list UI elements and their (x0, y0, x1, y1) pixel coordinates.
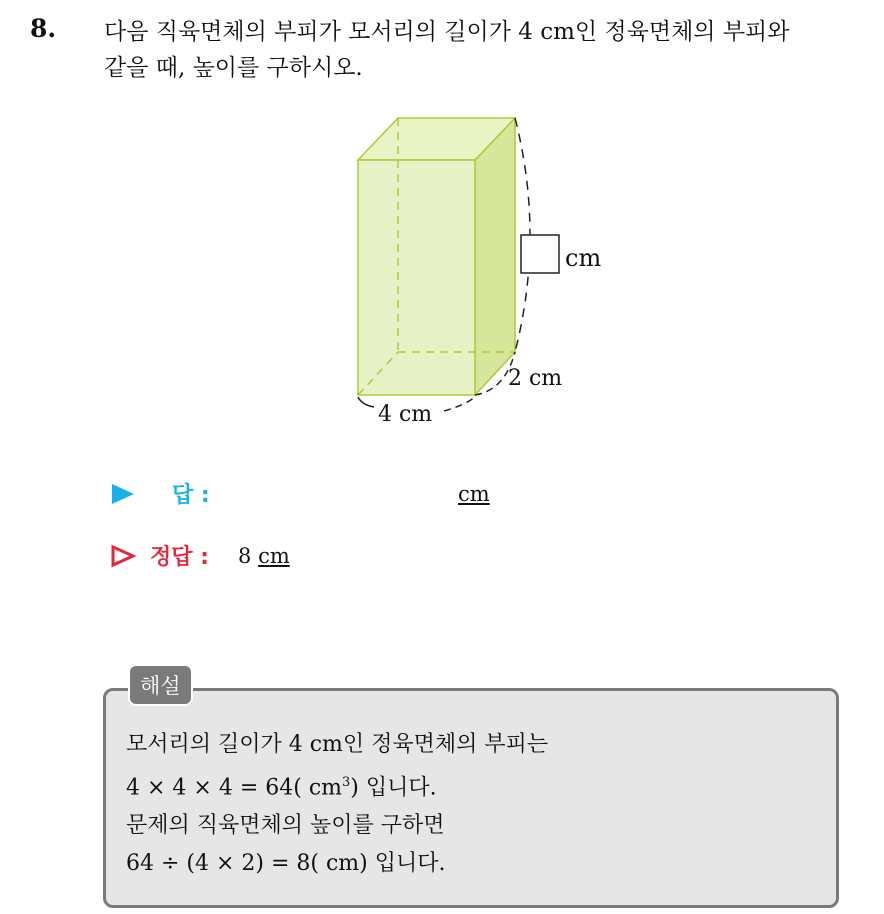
answer-label: 답 : (172, 483, 210, 508)
solution-line-2-post: ) 입니다. (350, 775, 437, 801)
cuboid-figure (340, 105, 630, 445)
solution-text (126, 726, 548, 883)
depth-label: 2 cm (508, 366, 563, 391)
correct-value-number: 8 (238, 544, 252, 568)
width-arc-left (358, 397, 374, 407)
solution-line-4: 64 ÷ (4 × 2) = 8( cm) 입니다. (126, 851, 446, 877)
solution-tag: 해설 (128, 664, 193, 706)
play-triangle-icon (110, 482, 136, 506)
solution-line-2 (126, 764, 548, 807)
correct-value-unit: cm (258, 544, 290, 568)
question-text (104, 14, 874, 86)
cuboid-side-face (475, 118, 515, 395)
solution-line-1: 모서리의 길이가 4 cm인 정육면체의 부피는 (126, 732, 549, 757)
width-label: 4 cm (378, 402, 433, 427)
solution-line-2-sup: 3 (342, 775, 351, 790)
answer-blank-unit[interactable]: cm (458, 482, 490, 506)
cuboid-front-face (358, 160, 475, 395)
height-unit-label: cm (565, 244, 602, 272)
question-line-2: 같을 때, 높이를 구하시오. (104, 55, 363, 81)
question-line-1: 다음 직육면체의 부피가 모서리의 길이가 4 cm인 정육면체의 부피와 (104, 19, 790, 45)
play-triangle-outline-icon (110, 544, 136, 568)
question-number: 8. (30, 14, 57, 43)
solution-line-2-pre: 4 × 4 × 4 = 64( cm (126, 775, 343, 801)
correct-answer-value (238, 544, 290, 568)
solution-line-3: 문제의 직육면체의 높이를 구하면 (126, 813, 445, 839)
height-answer-box[interactable] (521, 235, 559, 273)
width-arc-right (444, 397, 475, 411)
correct-answer-label: 정답 : (150, 545, 209, 570)
